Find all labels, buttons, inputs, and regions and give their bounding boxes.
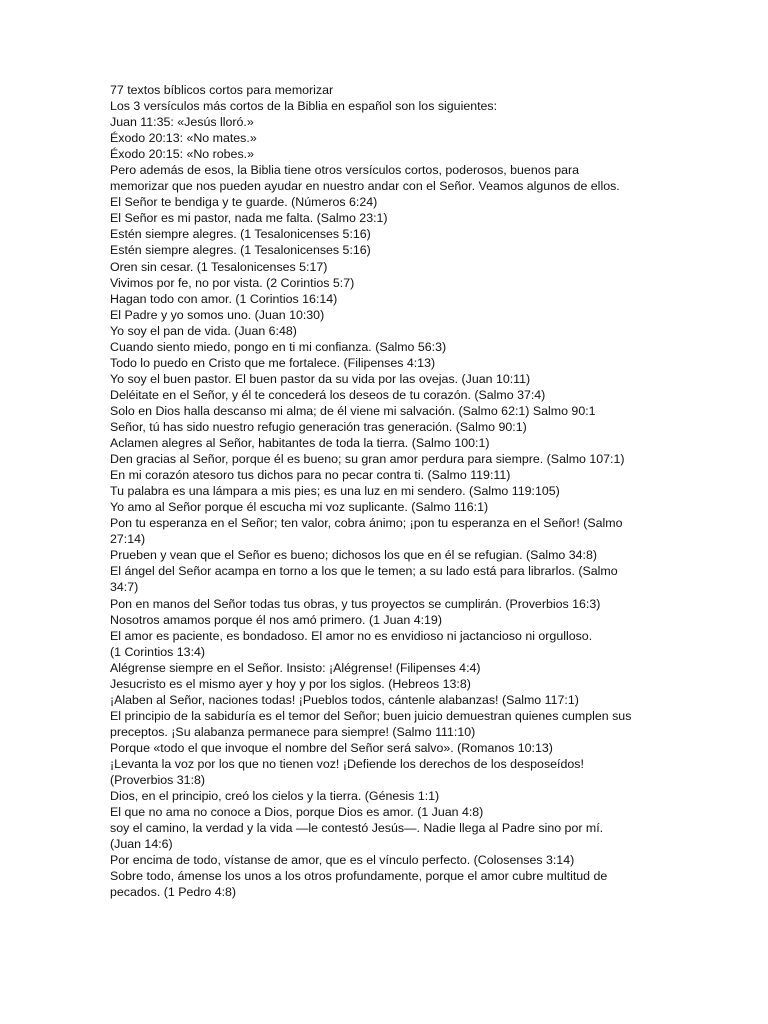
text-line: preceptos. ¡Su alabanza permanece para siempre! (Salmo 111:10)	[110, 724, 476, 739]
text-line: Estén siempre alegres. (1 Tesalonicenses 5:16)	[110, 227, 371, 242]
text-line: Prueben y vean que el Señor es bueno; dichosos los que en él se refugian. (Salmo 34:8)	[110, 548, 597, 563]
text-line: Den gracias al Señor, porque él es bueno; su gran amor perdura para siempre. (Salmo 107:1)	[110, 452, 625, 467]
text-line: soy el camino, la verdad y la vida —le contestó Jesús—. Nadie llega al Padre sino por mí.	[110, 821, 604, 836]
document-page	[110, 82, 666, 900]
text-line: Hagan todo con amor. (1 Corintios 16:14)	[110, 291, 338, 306]
text-line: En mi corazón atesoro tus dichos para no pecar contra ti. (Salmo 119:11)	[110, 468, 511, 483]
text-line: Estén siempre alegres. (1 Tesalonicenses 5:16)	[110, 243, 371, 258]
text-line: Oren sin cesar. (1 Tesalonicenses 5:17)	[110, 259, 328, 274]
text-line: Sobre todo, ámense los unos a los otros profundamente, porque el amor cubre multitud de	[110, 869, 608, 884]
text-line: El que no ama no conoce a Dios, porque Dios es amor. (1 Juan 4:8)	[110, 805, 484, 820]
text-line: Porque «todo el que invoque el nombre del Señor será salvo». (Romanos 10:13)	[110, 740, 553, 755]
text-line: El ángel del Señor acampa en torno a los que le temen; a su lado está para librarlos. (Salmo	[110, 564, 618, 579]
text-line: Yo soy el buen pastor. El buen pastor da su vida por las ovejas. (Juan 10:11)	[110, 371, 531, 386]
document-title: 77 textos bíblicos cortos para memorizar	[110, 83, 334, 97]
text-line: Vivimos por fe, no por vista. (2 Corintios 5:7)	[110, 275, 355, 290]
text-line: Solo en Dios halla descanso mi alma; de él viene mi salvación. (Salmo 62:1) Salmo 90:1	[110, 403, 596, 418]
text-line: ¡Alaben al Señor, naciones todas! ¡Pueblos todos, cántenle alabanzas! (Salmo 117:1)	[110, 692, 579, 707]
text-line: Tu palabra es una lámpara a mis pies; es una luz en mi sendero. (Salmo 119:105)	[110, 484, 560, 499]
text-line: El principio de la sabiduría es el temor del Señor; buen juicio demuestran quienes cumplen sus	[110, 708, 632, 723]
text-line: (Proverbios 31:8)	[110, 773, 206, 788]
text-line: Pon en manos del Señor todas tus obras, y tus proyectos se cumplirán. (Proverbios 16:3)	[110, 596, 601, 611]
text-line: El Señor te bendiga y te guarde. (Números 6:24)	[110, 195, 378, 210]
text-line: Éxodo 20:15: «No robes.»	[110, 147, 254, 162]
text-line: Deléitate en el Señor, y él te concederá los deseos de tu corazón. (Salmo 37:4)	[110, 387, 546, 402]
text-line: Todo lo puedo en Cristo que me fortalece. (Filipenses 4:13)	[110, 355, 436, 370]
text-line: Juan 11:35: «Jesús lloró.»	[110, 115, 254, 130]
text-line: El amor es paciente, es bondadoso. El amor no es envidioso ni jactancioso ni orgulloso.	[110, 628, 593, 643]
text-line: Alégrense siempre en el Señor. Insisto: ¡Alégrense! (Filipenses 4:4)	[110, 660, 481, 675]
text-line: pecados. (1 Pedro 4:8)	[110, 885, 237, 900]
text-line: Los 3 versículos más cortos de la Biblia en español son los siguientes:	[110, 99, 498, 114]
text-line: ¡Levanta la voz por los que no tienen voz! ¡Defiende los derechos de los desposeídos!	[110, 756, 584, 771]
text-line: Éxodo 20:13: «No mates.»	[110, 131, 257, 146]
text-line: Aclamen alegres al Señor, habitantes de toda la tierra. (Salmo 100:1)	[110, 436, 490, 451]
text-line: Nosotros amamos porque él nos amó primero. (1 Juan 4:19)	[110, 612, 442, 627]
text-line: (Juan 14:6)	[110, 837, 173, 852]
text-line: Pon tu esperanza en el Señor; ten valor, cobra ánimo; ¡pon tu esperanza en el Señor! (Salmo	[110, 516, 623, 531]
text-line: (1 Corintios 13:4)	[110, 644, 206, 659]
text-line: Dios, en el principio, creó los cielos y la tierra. (Génesis 1:1)	[110, 789, 440, 804]
text-line: Yo soy el pan de vida. (Juan 6:48)	[110, 323, 297, 338]
text-line: El Padre y yo somos uno. (Juan 10:30)	[110, 307, 325, 322]
text-line: El Señor es mi pastor, nada me falta. (Salmo 23:1)	[110, 211, 388, 226]
text-line: 27:14)	[110, 532, 146, 547]
text-line: Cuando siento miedo, pongo en ti mi confianza. (Salmo 56:3)	[110, 339, 447, 354]
text-line: Señor, tú has sido nuestro refugio generación tras generación. (Salmo 90:1)	[110, 419, 527, 434]
text-line: Yo amo al Señor porque él escucha mi voz suplicante. (Salmo 116:1)	[110, 500, 489, 515]
text-line: Por encima de todo, vístanse de amor, que es el vínculo perfecto. (Colosenses 3:14)	[110, 853, 575, 868]
text-line: memorizar que nos pueden ayudar en nuestro andar con el Señor. Veamos algunos de ellos.	[110, 179, 620, 194]
text-line: 34:7)	[110, 580, 139, 595]
text-line: Pero además de esos, la Biblia tiene otros versículos cortos, poderosos, buenos para	[110, 163, 580, 178]
text-line: Jesucristo es el mismo ayer y hoy y por los siglos. (Hebreos 13:8)	[110, 676, 471, 691]
